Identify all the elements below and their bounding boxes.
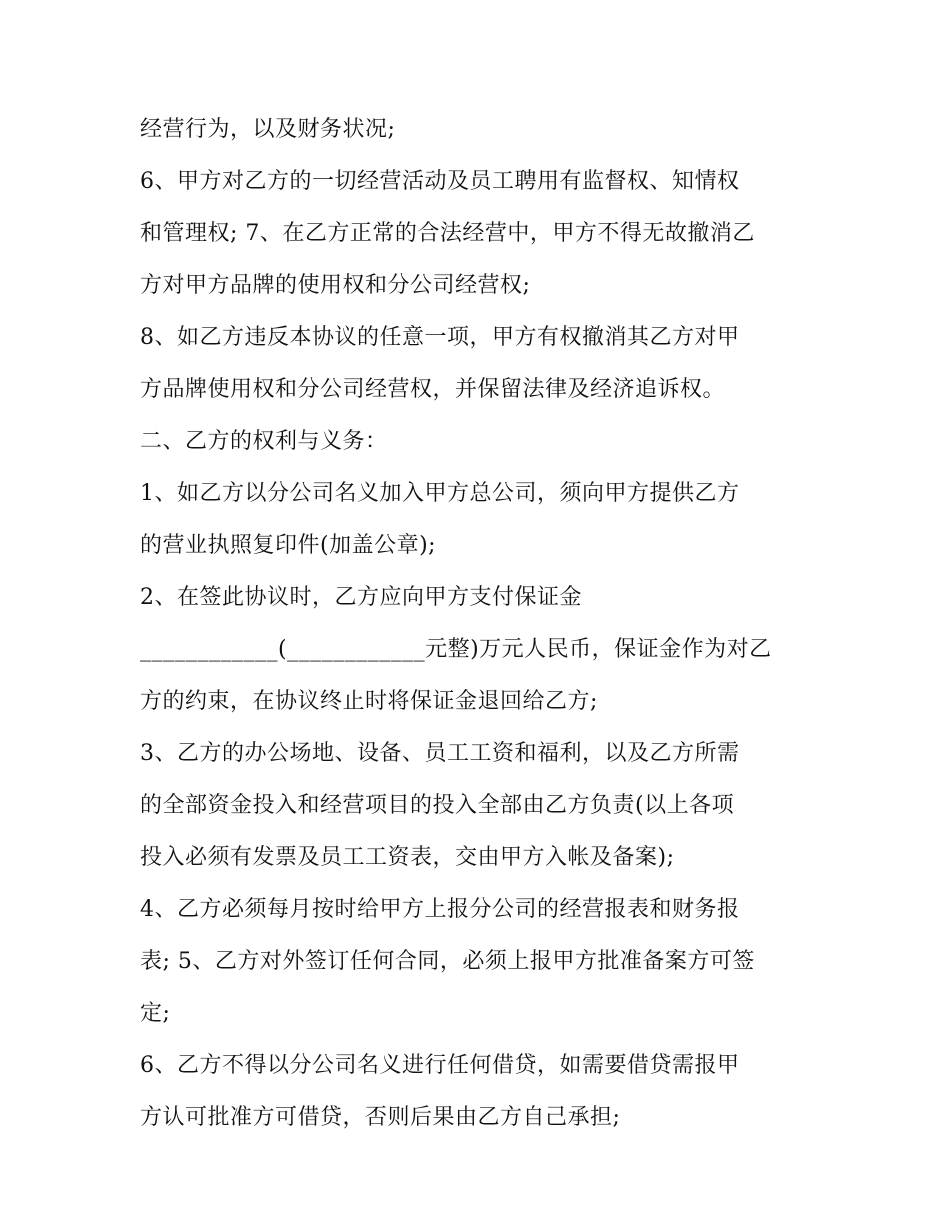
text-line: 定;	[140, 1001, 171, 1026]
text-line: 经营行为，以及财务状况;	[140, 117, 396, 142]
text-line: 6、乙方不得以分公司名义进行任何借贷，如需要借贷需报甲	[140, 1053, 740, 1078]
text-line: 方认可批准方可借贷，否则后果由乙方自己承担;	[140, 1105, 621, 1130]
text-line: 方对甲方品牌的使用权和分公司经营权;	[140, 273, 531, 298]
text-line: 方品牌使用权和分公司经营权，并保留法律及经济追诉权。	[140, 377, 726, 402]
text-line: 的营业执照复印件(加盖公章);	[140, 533, 437, 558]
text-line: 投入必须有发票及员工工资表，交由甲方入帐及备案);	[140, 845, 675, 870]
text-line: ____________(____________元整)万元人民币，保证金作为对乙	[140, 637, 772, 662]
text-line: 的全部资金投入和经营项目的投入全部由乙方负责(以上各项	[140, 793, 735, 818]
text-line: 8、如乙方违反本协议的任意一项，甲方有权撤消其乙方对甲	[140, 325, 740, 350]
text-line: 方的约束，在协议终止时将保证金退回给乙方;	[140, 689, 598, 714]
text-line: 2、在签此协议时，乙方应向甲方支付保证金	[140, 585, 582, 610]
text-line: 1、如乙方以分公司名义加入甲方总公司，须向甲方提供乙方	[140, 481, 740, 506]
text-line: 和管理权; 7、在乙方正常的合法经营中，甲方不得无故撤消乙	[140, 221, 755, 246]
document-body	[140, 104, 820, 1144]
text-line: 3、乙方的办公场地、设备、员工工资和福利，以及乙方所需	[140, 741, 740, 766]
text-line: 4、乙方必须每月按时给甲方上报分公司的经营报表和财务报	[140, 897, 740, 922]
section-heading: 二、乙方的权利与义务：	[140, 429, 388, 454]
text-line: 6、甲方对乙方的一切经营活动及员工聘用有监督权、知情权	[140, 169, 740, 194]
text-line: 表; 5、乙方对外签订任何合同，必须上报甲方批准备案方可签	[140, 949, 755, 974]
